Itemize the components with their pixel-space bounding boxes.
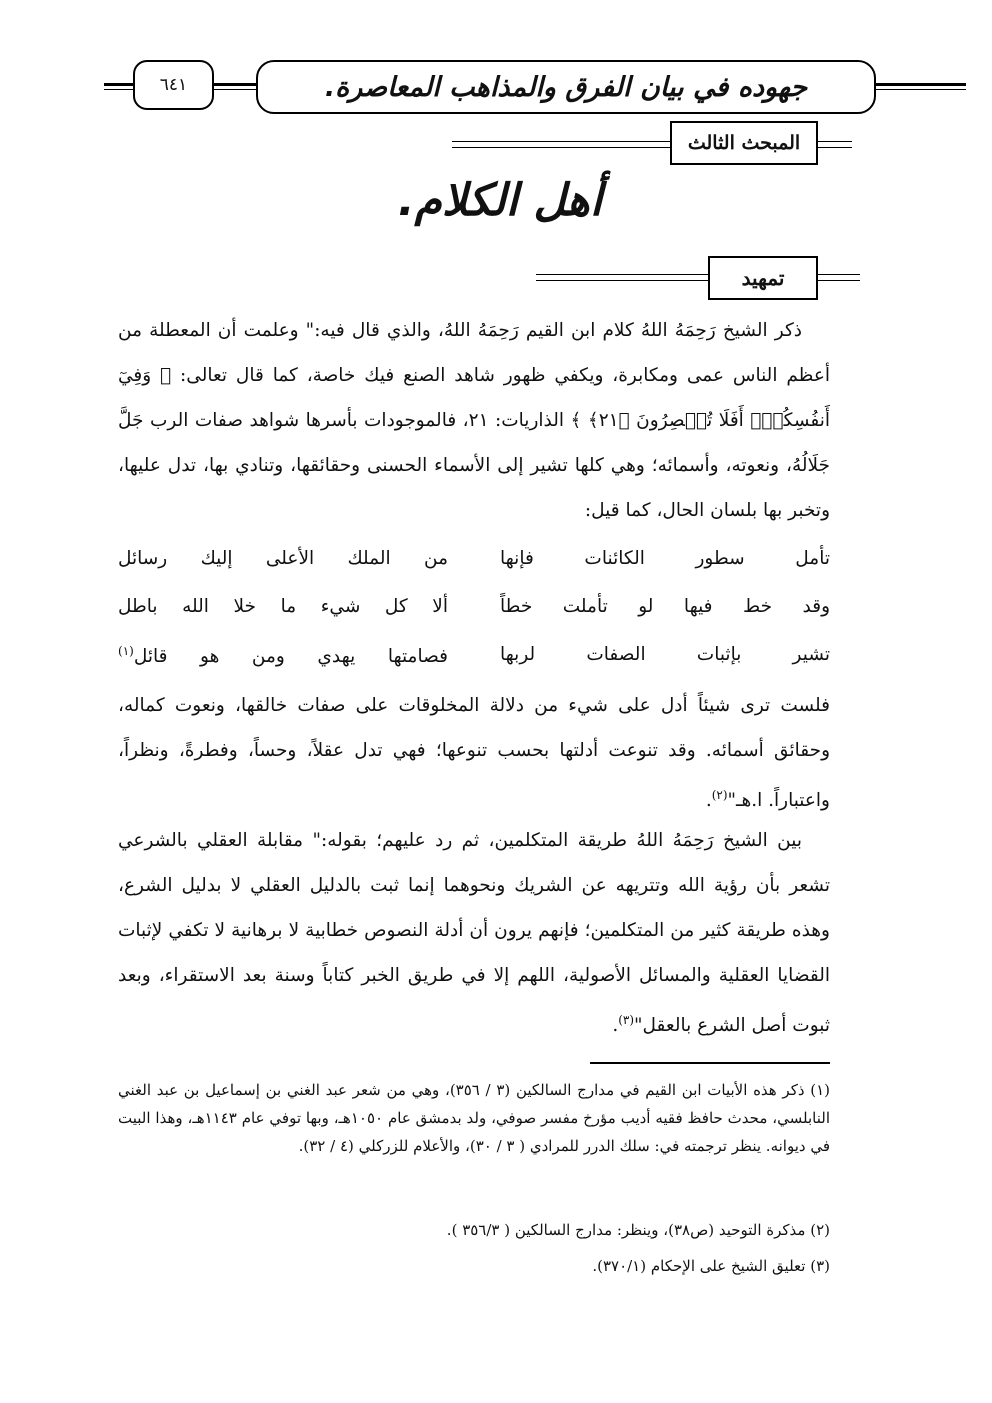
header-rule-middle-thin [212,89,258,90]
paragraph-3 [118,818,830,1048]
poem-verse-2-second-hemistich: ألا كل شيء ما خلا الله باطل [118,596,448,617]
paragraph-3-text: بين الشيخ رَحِمَهُ اللهُ طريقة المتكلمين، ثم رد عليهم؛ بقوله:" مقابلة العقلي بالشرعي تشعر بأن رؤية الله وتتريهه عن الشريك ونحوهما إنما ثبت بالدليل العقلي لا بدليل الشرع، وهذه طريقة كثير من المتكلمين؛ فإنهم يرون أن أدلة النصوص خطابية لا برهانية لا تكفي لإثبات القضايا العقلية والمسائل الأصولية، اللهم إلا في طريق الخبر كتاباً وسنة بعد الاستقراء، وبعد ثبوت أصل الشرع بالعقل" [118,830,830,1037]
footnote-3: (٣) تعليق الشيخ على الإحكام (٣٧٠/١). [592,1257,830,1275]
poem-verse-3 [118,644,830,688]
running-header-title: جهوده في بيان الفرق والمذاهب المعاصرة. [256,60,876,114]
header-rule-left-thin [104,89,135,90]
subheading-rule-left [536,274,708,275]
header-rule-right-thin [874,89,966,90]
section-rule-right [818,141,852,142]
paragraph-2-end: . [705,790,712,812]
poem-verse-1 [118,548,830,592]
header-rule-middle [212,83,258,86]
footnote-1: (١) ذكر هذه الأبيات ابن القيم في مدارج السالكين (٣ / ٣٥٦)، وهي من شعر عبد الغني بن إسماعيل بن عبد الغني النابلسي، محدث حافظ فقيه أديب مؤرخ مفسر صوفي، ولد بدمشق عام ١٠٥٠هـ، وبها توفي عام ١١٤٣هـ، وهذا البيت في ديوانه. ينظر ترجمته في: سلك الدرر للمرادي ( ٣ / ٣٠)، والأعلام للزركلي (٤ / ٣٢). [118,1081,831,1155]
paragraph-2 [118,683,830,823]
paragraph-1-text: ذكر الشيخ رَحِمَهُ اللهُ كلام ابن القيم رَحِمَهُ اللهُ، والذي قال فيه:" وعلمت أن المعطلة من أعظم الناس عمى ومكابرة، ويكفي ظهور شاهد الصنع فيك خاصة، كما قال تعالى: ﴿ وَفِيٓ أَنفُسِكُمۡۚ أَفَلَا تُبۡصِرُونَ ﴿٢١﴾ ﴾ الذاريات: ٢١، فالموجودات بأسرها شواهد صفات الرب جَلَّ جَلَالُهُ، ونعوته، وأسمائه؛ وهي كلها تشير إلى الأسماء الحسنى وحقائقها، وتنادي بها، تدل عليها، وتخبر بها بلسان الحال، كما قيل: [118,320,830,521]
poem-verse-1-second-hemistich: من الملك الأعلى إليك رسائل [118,548,448,569]
footnote-ref-1: (١) [118,644,134,658]
paragraph-3-end: . [612,1015,619,1037]
footnote-ref-3: (٣) [618,1013,635,1027]
footnote-separator [590,1062,830,1064]
subheading-rule-left-2 [536,280,708,281]
subheading-rule-right-2 [818,280,860,281]
section-rule-left [452,141,670,142]
header-rule-left [104,83,135,86]
footnote-2: (٢) مذكرة التوحيد (ص٣٨)، وينظر: مدارج السالكين ( ٣٥٦/٣ ). [446,1221,830,1239]
section-rule-left-2 [452,147,670,148]
poem-verse-3-second-hemistich [118,644,448,667]
poem-verse-2 [118,596,830,640]
section-label: المبحث الثالث [670,121,818,165]
paragraph-1 [118,308,830,533]
paragraph-2-text: فلست ترى شيئاً أدل على شيء من دلالة المخلوقات على صفات خالقها، ونعوت كماله، وحقائق أسمائه. وقد تنوعت أدلتها بحسب تنوعها؛ فهي تدل عقلاً، وحساً، وفطرةً، ونظراً، واعتباراً. ا.هـ" [118,695,830,812]
header-rule-right [874,83,966,86]
subheading: تمهيد [708,256,818,300]
poem-verse-3-second-text: فصامتها يهدي ومن هو قائل [133,646,448,668]
poem-verse-2-first-hemistich: وقد خط فيها لو تأملت خطاً [500,596,830,617]
section-rule-right-2 [818,147,852,148]
poem-verse-1-first-hemistich: تأمل سطور الكائنات فإنها [500,548,830,569]
subheading-rule-right [818,274,860,275]
page-number: ٦٤١ [133,60,214,110]
footnote-ref-2: (٢) [711,788,728,802]
poem-verse-3-first-hemistich: تشير بإثبات الصفات لربها [500,644,830,665]
chapter-title: أهل الكلام. [397,175,603,226]
